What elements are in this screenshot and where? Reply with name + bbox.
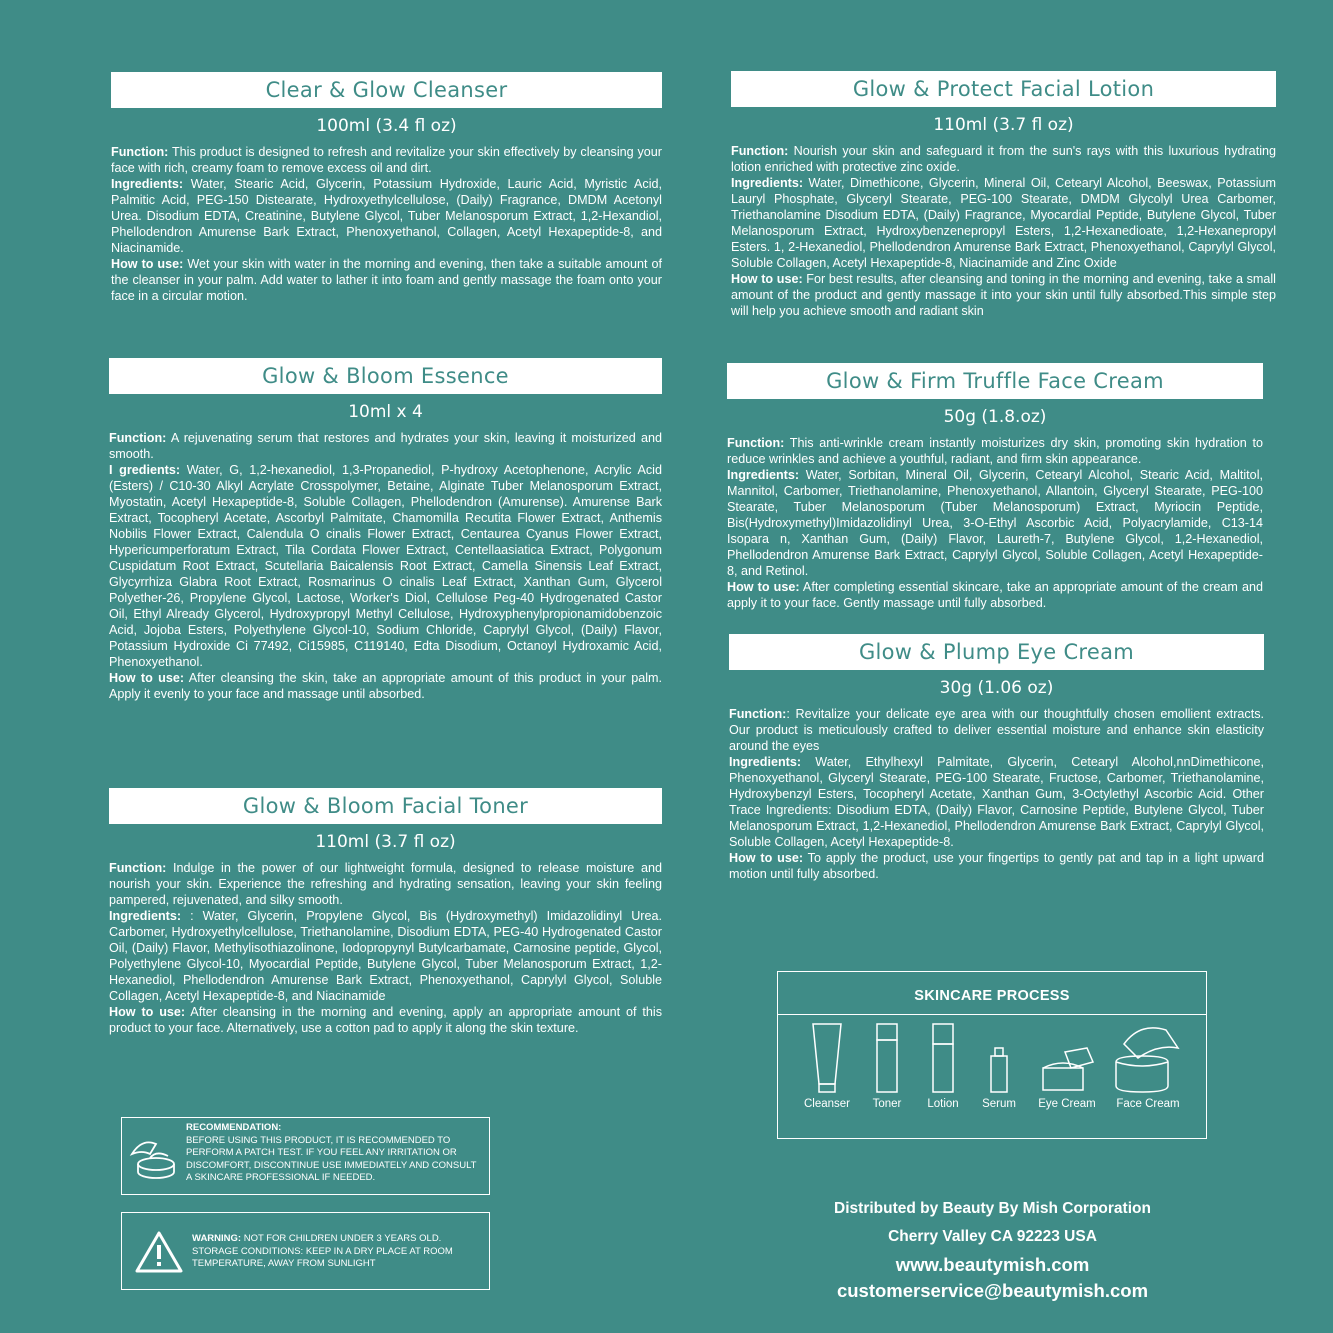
email-link[interactable]: customerservice@beautymish.com — [836, 1280, 1149, 1301]
process-step-eye-cream: Eye Cream — [1032, 1022, 1102, 1110]
warning-box — [121, 1212, 490, 1290]
process-step-toner: Toner — [864, 1022, 910, 1110]
product-cleanser — [111, 72, 662, 304]
product-size: 50g (1.8.oz) — [943, 407, 1047, 427]
product-size: 100ml (3.4 fl oz) — [316, 116, 457, 136]
recommendation-box — [121, 1117, 490, 1195]
recommendation-text: RECOMMENDATION: BEFORE USING THIS PRODUCT, IT IS RECOMMENDED TO PERFORM A PATCH TEST. IF YOU FEEL ANY IRRITATION OR DISCOMFORT, DISCONTINUE USE IMMEDIATELY AND CONSULT A SKINCARE PROFESSIONAL IF NEEDED. — [186, 1122, 477, 1183]
howto-text: How to use: Wet your skin with water in the morning and evening, then take a suitable amount of the cleanser in your palm. Add water to lather it into foam and gently massage the foam onto your face in a circular motion. — [111, 257, 662, 303]
product-size: 30g (1.06 oz) — [939, 678, 1054, 698]
ingredients-text: Ingredients: Water, Ethylhexyl Palmitate, Glycerin, Cetearyl Alcohol,nnDimethicone, Phenoxyethanol, Glyceryl Stearate, PEG-100 Stearate, Fructose, Carbomer, Triethanolamine, Hydroxybenzyl Esters, Tocopheryl Acetate, Xanthan Gum, 3-Octylethyl Ascorbic Acid. Other Trace Ingredients: Disodium EDTA, (Daily) Flavor, Carnosine Peptide, Butylene Glycol, Tuber Melanosporum Extract, 1,2-Hexanediol, Phellodendron Amurense Bark Extract, Caprylyl Glycol, Soluble Collagen, Acetyl Hexapeptide-8. — [729, 755, 1264, 849]
toner-bottle-icon — [875, 1022, 899, 1094]
distributor-address: Cherry Valley CA 92223 USA — [888, 1228, 1097, 1245]
product-toner — [109, 788, 662, 1036]
product-essence — [109, 358, 662, 702]
website-link[interactable]: www.beautymish.com — [895, 1254, 1090, 1275]
ingredients-text: Ingredients: : Water, Glycerin, Propylene Glycol, Bis (Hydroxymethyl) Imidazolidinyl Urea. Carbomer, Hydroxyethylcellulose, Triethanolamine, Disodium EDTA, PEG-40 Hydrogenated Castor Oil, (Daily) Flavor, Methylisothiazolinone, Iodopropynyl Butylcarbamate, Carnosine peptide, Glycol, Polyethylene Glycol-10, Myocardial Peptide, Butylene Glycol, Tuber Melanosporum Extract, 1,2-Hexanediol, Phellodendron Amurense Bark Extract, Phenoxyethanol, Caprylyl Glycol, Soluble Collagen, Acetyl Hexapeptide-8, and Niacinamide — [109, 909, 662, 1003]
lotion-bottle-icon — [931, 1022, 955, 1094]
face-cream-jar-icon — [1110, 1022, 1186, 1094]
process-step-face-cream: Face Cream — [1108, 1022, 1188, 1110]
product-title: Glow & Plump Eye Cream — [729, 634, 1264, 670]
serum-vial-icon — [987, 1022, 1011, 1094]
product-title: Glow & Bloom Facial Toner — [109, 788, 662, 824]
howto-text: How to use: After completing essential skincare, take an appropriate amount of the cream and apply it to your face. Gently massage until fully absorbed. — [727, 580, 1263, 610]
product-title: Clear & Glow Cleanser — [111, 72, 662, 108]
divider — [778, 1014, 1206, 1015]
warning-triangle-icon — [134, 1230, 184, 1274]
process-title: SKINCARE PROCESS — [914, 988, 1070, 1004]
product-size: 10ml x 4 — [348, 402, 423, 422]
distributor-line: Distributed by Beauty By Mish Corporation — [834, 1200, 1151, 1217]
skincare-process-box — [777, 971, 1207, 1139]
product-size: 110ml (3.7 fl oz) — [933, 115, 1074, 135]
product-lotion — [731, 71, 1276, 319]
howto-text: How to use: For best results, after cleansing and toning in the morning and evening, take a small amount of the product and gently massage it into your skin until fully absorbed.This simple step will help you achieve smooth and radiant skin — [731, 272, 1276, 318]
howto-text: How to use: After cleansing the skin, take an appropriate amount of this product in your palm. Apply it evenly to your face and massage until absorbed. — [109, 671, 662, 701]
function-text: Function: A rejuvenating serum that restores and hydrates your skin, leaving it moisturized and smooth. — [109, 431, 662, 461]
product-title: Glow & Protect Facial Lotion — [731, 71, 1276, 107]
cleanser-tube-icon — [809, 1022, 845, 1094]
cream-jar-icon — [128, 1134, 180, 1180]
function-text: Function: This anti-wrinkle cream instantly moisturizes dry skin, promoting skin hydration to reduce wrinkles and achieve a youthful, radiant, and firm skin appearance. — [727, 436, 1263, 466]
function-text: Function: Nourish your skin and safeguard it from the sun's rays with this luxurious hydrating lotion enriched with protective zinc oxide. — [731, 144, 1276, 174]
product-face-cream — [727, 363, 1263, 611]
product-title: Glow & Firm Truffle Face Cream — [727, 363, 1263, 399]
ingredients-text: Ingredients: Water, Sorbitan, Mineral Oil, Glycerin, Cetearyl Alcohol, Stearic Acid, Maltitol, Mannitol, Carbomer, Triethanolamine, Phenoxyethanol, Allantoin, Glyceryl Stearate, PEG-100 Stearate, Tuber Melanosporum (Tuber Melanosporum) Extract, Myriocin Peptide, Bis(Hydroxymethyl)Imidazolidinyl Urea, 3-O-Ethyl Ascorbic Acid, Polyacrylamide, C13-14 Isopara n, Xanthan Gum, (Daily) Flavor, Laureth-7, Butylene Glycol, 1,2-Hexanediol, Phellodendron Amurense Bark Extract, Caprylyl Glycol, Soluble Collagen, Acetyl Hexapeptide-8, and Retinol. — [727, 468, 1263, 578]
ingredients-text: Ingredients: Water, Dimethicone, Glycerin, Mineral Oil, Cetearyl Alcohol, Beeswax, Potassium Lauryl Phosphate, Glyceryl Stearate, PEG-100 Stearate, DMDM Glycolyl Urea Carbomer, Triethanolamine Disodium EDTA, (Daily) Fragrance, Myocardial Peptide, Butylene Glycol, Tuber Melanosporum Extract, Hydroxybenzenepropyl Esters, 1,2-Hexanedioate, 1,2-Hexanepropyl Esters. 1, 2-Hexanediol, Phellodendron Amurense Bark Extract, Phenoxyethanol, Caprylyl Glycol, Soluble Collagen, Acetyl Hexapeptide-8, Niacinamide and Zinc Oxide — [731, 176, 1276, 270]
product-eye-cream — [729, 634, 1264, 882]
eye-cream-jar-icon — [1039, 1022, 1095, 1094]
function-text: Function: Indulge in the power of our lightweight formula, designed to release moisture and nourish your skin. Experience the refreshing and hydrating sensation, leaving your skin feeling pampered, rejuvenated, and silky smooth. — [109, 861, 662, 907]
function-text: Function:: Revitalize your delicate eye area with our thoughtfully chosen emollient extracts. Our product is meticulously crafted to deliver essential moisture and enhance skin elasticity around the eyes — [729, 707, 1264, 753]
function-text: Function: This product is designed to refresh and revitalize your skin effectively by cleansing your face with rich, creamy foam to remove excess oil and dirt. — [111, 145, 662, 175]
process-step-cleanser: Cleanser — [796, 1022, 858, 1110]
howto-text: How to use: To apply the product, use your fingertips to gently pat and tap in a light upward motion until fully absorbed. — [729, 851, 1264, 881]
process-step-lotion: Lotion — [918, 1022, 968, 1110]
ingredients-text: I gredients: Water, G, 1,2-hexanediol, 1,3-Propanediol, P-hydroxy Acetophenone, Acrylic Acid (Esters) / C10-30 Alkyl Acrylate Crosspolymer, Betaine, Alginate Tuber Melanosporum Extract, Myostatin, Acetyl Hexapeptide-8, Soluble Collagen, Phellodendron (Amurense). Amurense Bark Extract, Tocopheryl Acetate, Ascorbyl Palmitate, Chamomilla Recutita Flower Extract, Anthemis Nobilis Flower Extract, Calendula O cinalis Flower Extract, Centaurea Cyanus Flower Extract, Hypericumperforatum Extract, Tila Cordata Flower Extract, Centellaasiatica Extract, Polygonum Cuspidatum Root Extract, Scutellaria Baicalensis Root Extract, Camella Sinensis Leaf Extract, Glycyrrhiza Glabra Root Extract, Rosmarinus O cinalis Leaf Extract, Xanthan Gum, Glycerol Polyether-26, Propylene Glycol, Lactose, Worker's Diol, Cellulose Peg-40 Hydrogenated Castor Oil, Ethyl Already Glycerol, Hydroxypropyl Methyl Cellulose, Hydroxyphenylpropionamidobenzoic Acid, Jojoba Esters, Polyethylene Glycol-10, Sodium Chloride, Caprylyl Glycol, (Daily) Flavor, Potassium Hydroxide Ci 77492, Ci15985, C119140, Edta Disodium, Octanoyl Hydroxamic Acid, Phenoxyethanol. — [109, 463, 662, 669]
process-step-serum: Serum — [974, 1022, 1024, 1110]
product-size: 110ml (3.7 fl oz) — [315, 832, 456, 852]
warning-text: WARNING: NOT FOR CHILDREN UNDER 3 YEARS OLD. STORAGE CONDITIONS: KEEP IN A DRY PLACE AT ROOM TEMPERATURE, AWAY FROM SUNLIGHT — [192, 1233, 453, 1269]
howto-text: How to use: After cleansing in the morning and evening, apply an appropriate amount of this product to your face. Alternatively, use a cotton pad to apply it along the skin texture. — [109, 1005, 662, 1035]
ingredients-text: Ingredients: Water, Stearic Acid, Glycerin, Potassium Hydroxide, Lauric Acid, Myristic Acid, Palmitic Acid, PEG-150 Distearate, Hydroxyethylcellulose, (Daily) Fragrance, DMDM Acetonyl Urea. Disodium EDTA, Creatinine, Butylene Glycol, Tuber Melanosporum Extract, 1,2-Hexandiol, Phellodendron Amurense Bark Extract, Phenoxyethanol, Collagen, Acetyl Hexapeptide-8, and Niacinamide. — [111, 177, 662, 255]
product-title: Glow & Bloom Essence — [109, 358, 662, 394]
